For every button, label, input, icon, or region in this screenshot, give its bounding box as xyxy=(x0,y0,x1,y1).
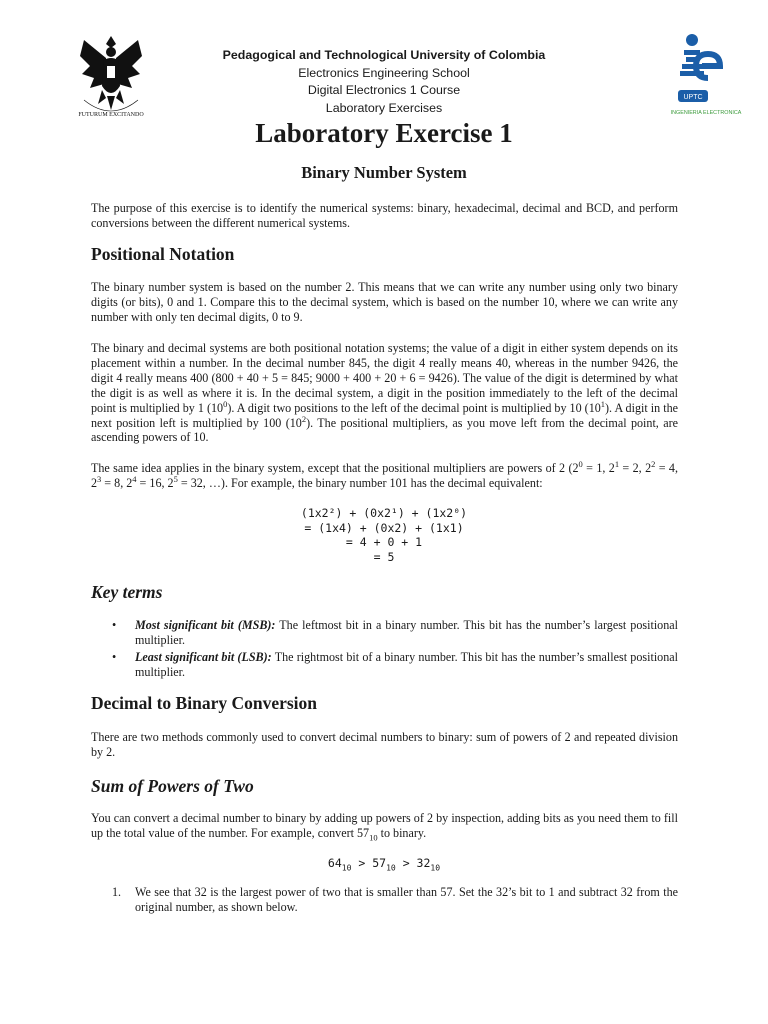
header-university: Pedagogical and Technological University of Colombia xyxy=(222,48,546,62)
header-block xyxy=(0,47,768,117)
equation-line: = 5 xyxy=(373,549,395,564)
equation-line: = (1x4) + (0x2) + (1x1) xyxy=(304,520,464,535)
page-subtitle: Binary Number System xyxy=(301,163,467,182)
list-item: • Least significant bit (LSB): The rightmost bit of a binary number. This bit has the number’s smallest positional multiplier. xyxy=(112,649,678,679)
list-item xyxy=(112,885,678,915)
positional-paragraph-3: The same idea applies in the binary system, except that the positional multipliers are powers of 2 ($2^0 = 1$, $2^1 = 2$, $2^2 = 4$, $2^3 = 8$, $2^4 = 16$, $2^5 = 32$, …). For example, the binary number 101 has the decimal equivalent: xyxy=(91,458,678,490)
binary-101-equation xyxy=(0,506,768,564)
bullet-icon: • xyxy=(112,618,117,632)
header-course: Digital Electronics 1 Course xyxy=(307,83,461,97)
electronics-engineering-logo xyxy=(658,32,744,118)
intro-paragraph: The purpose of this exercise is to identify the numerical systems: binary, hexadecimal, decimal and BCD, and perform conversions between the different numerical systems. xyxy=(91,201,678,230)
heading-decimal-to-binary: Decimal to Binary Conversion xyxy=(91,693,318,713)
logo-badge: UPTC xyxy=(683,94,703,101)
bullet-icon: • xyxy=(112,649,117,664)
heading-sum-of-powers: Sum of Powers of Two xyxy=(91,776,254,796)
equation-line: (1x2²) + (0x2¹) + (1x2⁰) xyxy=(300,506,468,520)
header-school: Electronics Engineering School xyxy=(298,65,470,80)
positional-paragraph-1: The binary number system is based on the number 2. This means that we can write any number using only two binary digits (or bits), 0 and 1. Compare this to the decimal system, which is based on the number 10, where we can write any number with only ten decimal digits, 0 to 9. xyxy=(91,280,678,324)
heading-positional-notation: Positional Notation xyxy=(91,244,235,264)
decimal-to-binary-paragraph: There are two methods commonly used to convert decimal numbers to binary: sum of powers of 2 and repeated division by 2. xyxy=(91,730,678,759)
powers-inequality: $64_{10} > 57_{10} > 32_{10}$ xyxy=(327,856,441,873)
header-section: Laboratory Exercises xyxy=(325,100,443,115)
key-terms-list xyxy=(112,618,678,682)
step-number: 1. xyxy=(112,885,122,899)
positional-paragraph-2: The binary and decimal systems are both positional notation systems; the value of a digit in either system depends on its placement within a number. In the decimal number 845, the digit 4 really means 40, whereas in the number 9426, the digit 4 really means 400 (800 + 40 + 5 = 845; 9000 + 400 + 20 + 6 = 9426). The value of the digit is determined by what the digit is as well as where it is. In the decimal system, a digit in the position immediately to the left of the decimal point is multiplied by 1 $(10^0)$. A digit two positions to the left of the decimal point is multiplied by 10 $(10^1)$. A digit in the next position left is multiplied by 100 $(10^2)$. The positional multipliers, as you move left from the decimal point, are ascending powers of 10. xyxy=(91,341,678,445)
crest-motto: FUTURUM EXCITANDO xyxy=(78,112,144,118)
logo-caption: INGENIERIA ELECTRONICA xyxy=(670,110,742,116)
heading-key-terms: Key terms xyxy=(91,582,163,602)
page-title: Laboratory Exercise 1 xyxy=(255,118,513,148)
sum-of-powers-paragraph: You can convert a decimal number to binary by adding up powers of 2 by inspection, adding bits as you need them to fill up the total value of the number. For example, convert $57_{10}$ to binary. xyxy=(91,811,678,843)
step-text: We see that 32 is the largest power of two that is smaller than 57. Set the 32’s bit to 1 and subtract 32 from the original number, as shown below. xyxy=(135,885,678,914)
equation-line: = 4 + 0 + 1 xyxy=(345,535,423,550)
list-item: • Most significant bit (MSB): The leftmost bit in a binary number. This bit has the number’s largest positional multiplier. xyxy=(112,618,678,647)
